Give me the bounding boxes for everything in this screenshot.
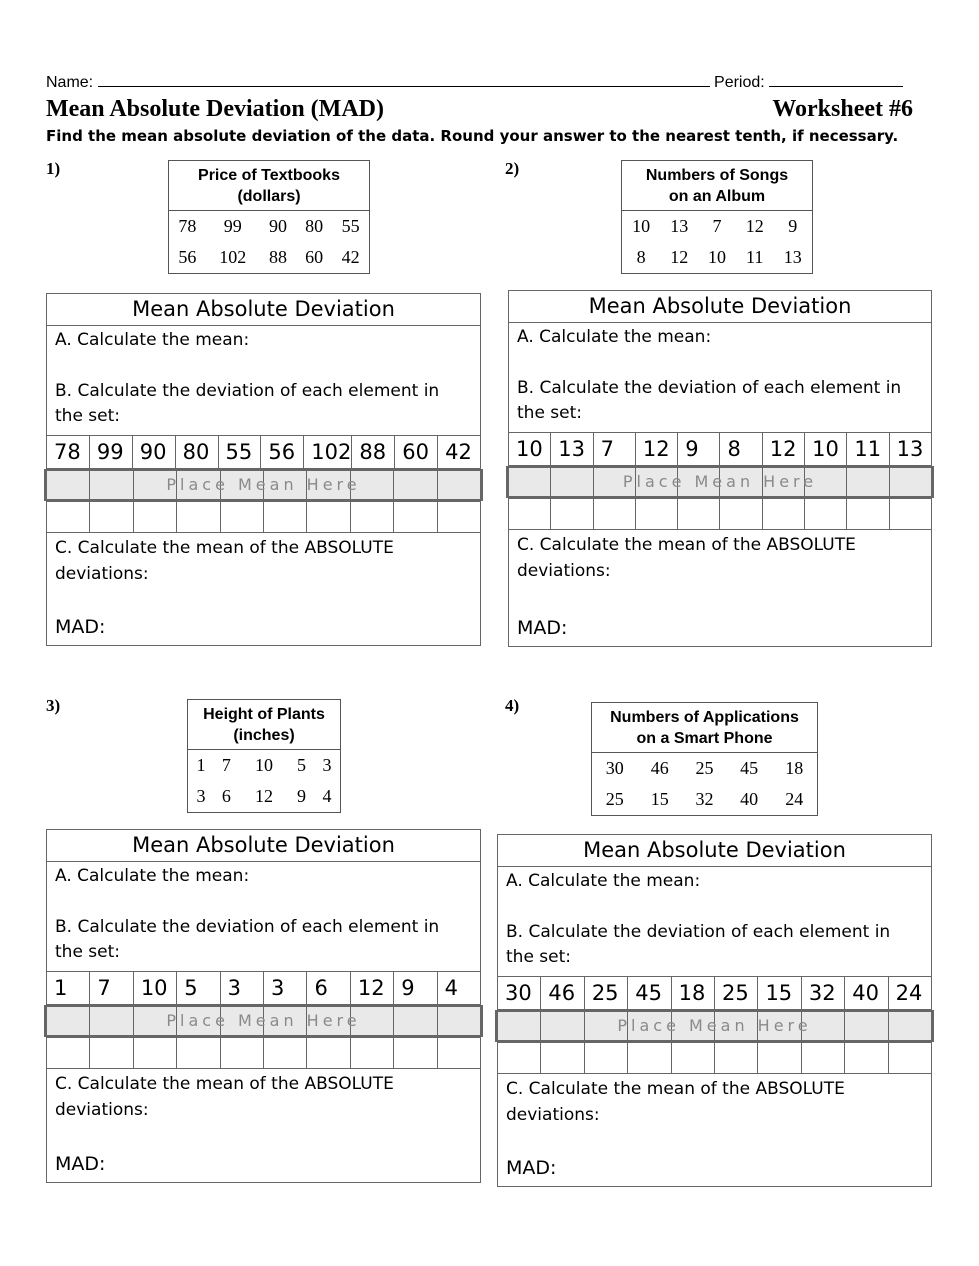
mad-label: MAD: [517,617,568,639]
step-c-label: C. Calculate the mean of the ABSOLUTE deviations: [506,1079,845,1125]
step-b-label: B. Calculate the deviation of each element in the set: [55,381,440,426]
deviation-row[interactable] [47,501,480,532]
step-c-section[interactable] [47,532,480,646]
step-b-label: B. Calculate the deviation of each element in the set: [506,922,891,967]
instructions: Find the mean absolute deviation of the data. Round your answer to the nearest tenth, if necessary. [46,127,899,145]
step-a-label[interactable]: A. Calculate the mean: [55,330,250,350]
mad-box [46,293,481,646]
values-row [498,976,931,1009]
value-cell: 13 [889,433,931,465]
data-table [591,702,818,816]
table-title-line: (dollars) [237,188,301,205]
data-cell: 5 [296,755,306,775]
value-cell: 10 [516,437,543,461]
data-cell: 102 [219,247,247,267]
value-cell: 88 [351,436,394,468]
data-cell: 55 [341,216,360,236]
data-cell: 80 [305,216,324,236]
name-field[interactable] [98,72,710,87]
table-title-line: (inches) [233,727,295,744]
data-cell: 1 [196,755,206,775]
data-table [187,699,341,813]
data-cell: 18 [785,758,804,778]
data-cell: 8 [636,247,646,267]
data-cell: 10 [632,216,651,236]
mad-title: Mean Absolute Deviation [509,291,931,323]
value-cell: 12 [762,433,804,465]
mean-box[interactable] [506,466,934,498]
data-cell: 3 [196,786,206,806]
page-title: Mean Absolute Deviation (MAD) [46,96,384,122]
worksheet-number: Worksheet #6 [772,96,913,122]
value-cell: 11 [846,433,888,465]
data-cell: 32 [695,789,714,809]
mean-row[interactable] [47,468,480,501]
value-cell: 7 [89,972,132,1004]
data-cell: 25 [695,758,714,778]
value-cell: 6 [306,972,349,1004]
deviation-row[interactable] [498,1042,931,1073]
value-cell: 12 [635,433,677,465]
value-cell: 15 [757,977,800,1009]
data-cell: 4 [322,786,332,806]
mean-box[interactable] [44,1005,483,1037]
step-a-label[interactable]: A. Calculate the mean: [517,327,712,347]
data-cell: 13 [670,216,689,236]
problem-number: 2) [505,159,520,178]
value-cell: 12 [350,972,393,1004]
step-c-section[interactable] [509,529,931,647]
data-cell: 24 [785,789,804,809]
data-cell: 12 [745,216,764,236]
table-title-line: Height of Plants [203,706,325,723]
step-a-label[interactable]: A. Calculate the mean: [55,866,250,886]
table-title [592,703,818,753]
data-cell: 78 [178,216,197,236]
mad-title: Mean Absolute Deviation [498,835,931,867]
deviation-row[interactable] [47,1037,480,1068]
step-b-label: B. Calculate the deviation of each element in the set: [55,917,440,962]
period-label: Period: [714,74,765,91]
table-title-line: Price of Textbooks [198,167,340,184]
data-cell: 56 [178,247,197,267]
mean-row[interactable] [509,465,931,498]
table-title-line: on a Smart Phone [636,730,773,747]
step-a-label[interactable]: A. Calculate the mean: [506,871,701,891]
table-title [169,161,370,211]
data-table [621,160,813,274]
data-cell: 13 [783,247,802,267]
table-title-line: on an Album [668,188,766,205]
data-cell: 11 [746,247,764,267]
value-cell: 55 [218,436,261,468]
value-cell: 32 [801,977,844,1009]
mean-row[interactable] [47,1004,480,1037]
period-field[interactable] [769,72,903,87]
data-cell: 99 [223,216,242,236]
data-cell: 42 [341,247,360,267]
data-cell: 12 [670,247,689,267]
mad-label: MAD: [506,1157,557,1179]
data-cell: 46 [650,758,669,778]
value-cell: 10 [133,972,176,1004]
data-cell: 9 [296,786,306,806]
data-cell: 60 [305,247,324,267]
problem-number: 3) [46,696,61,715]
mad-box [508,290,932,647]
problem-number: 1) [46,159,61,178]
problem-number: 4) [505,696,520,715]
mean-row[interactable] [498,1009,931,1042]
value-cell: 78 [54,440,81,464]
table-title [188,700,341,750]
data-cell: 45 [740,758,759,778]
value-cell: 4 [437,972,480,1004]
data-cell: 40 [740,789,759,809]
step-c-label: C. Calculate the mean of the ABSOLUTE deviations: [517,535,856,581]
data-cell: 12 [254,786,273,806]
mad-box [46,829,481,1183]
data-cell: 10 [707,247,726,267]
mean-placeholder: Place Mean Here [166,1011,361,1030]
data-cell: 7 [712,216,722,236]
value-cell: 18 [671,977,714,1009]
step-b-label: B. Calculate the deviation of each element in the set: [517,378,902,423]
value-cell: 3 [220,972,263,1004]
value-cell: 90 [132,436,175,468]
value-cell: 8 [719,433,761,465]
mean-box[interactable] [495,1010,934,1042]
value-cell: 45 [627,977,670,1009]
value-cell: 99 [89,436,132,468]
data-cell: 10 [254,755,273,775]
step-c-label: C. Calculate the mean of the ABSOLUTE deviations: [55,538,394,584]
value-cell: 1 [54,976,68,1000]
mad-title: Mean Absolute Deviation [47,294,480,326]
data-table [168,160,370,274]
mad-title: Mean Absolute Deviation [47,830,480,862]
data-cell: 88 [268,247,287,267]
name-label: Name: [46,74,94,91]
value-cell: 25 [584,977,627,1009]
mean-placeholder: Place Mean Here [166,475,361,494]
value-cell: 5 [176,972,219,1004]
value-cell: 42 [437,436,480,468]
value-cell: 13 [550,433,592,465]
value-cell: 24 [888,977,931,1009]
value-cell: 80 [175,436,218,468]
mad-box [497,834,932,1187]
mean-placeholder: Place Mean Here [617,1016,812,1035]
value-cell: 9 [393,972,436,1004]
value-cell: 25 [714,977,757,1009]
value-cell: 3 [263,972,306,1004]
value-cell: 46 [540,977,583,1009]
step-c-label: C. Calculate the mean of the ABSOLUTE deviations: [55,1074,394,1120]
value-cell: 7 [593,433,635,465]
data-cell: 9 [788,216,798,236]
name-line [46,72,903,92]
value-cell: 102 [303,436,351,468]
values-row [47,435,480,468]
data-cell: 7 [221,755,231,775]
table-title-line: Numbers of Songs [645,167,789,184]
value-cell: 30 [505,981,532,1005]
step-c-section[interactable] [498,1073,931,1187]
table-title [622,161,813,211]
mean-placeholder: Place Mean Here [622,472,818,491]
data-cell: 6 [221,786,231,806]
data-cell: 3 [322,755,332,775]
data-cell: 90 [268,216,287,236]
value-cell: 40 [844,977,887,1009]
data-cell: 25 [605,789,624,809]
value-cell: 9 [677,433,719,465]
values-row [509,432,931,465]
value-cell: 60 [394,436,437,468]
values-row [47,971,480,1004]
data-cell: 15 [650,789,669,809]
value-cell: 56 [260,436,303,468]
mean-box[interactable] [44,469,483,501]
deviation-row[interactable] [509,498,931,529]
mad-label: MAD: [55,1153,106,1175]
value-cell: 10 [804,433,846,465]
table-title-line: Numbers of Applications [610,709,799,726]
step-c-section[interactable] [47,1068,480,1183]
mad-label: MAD: [55,616,106,638]
data-cell: 30 [605,758,624,778]
